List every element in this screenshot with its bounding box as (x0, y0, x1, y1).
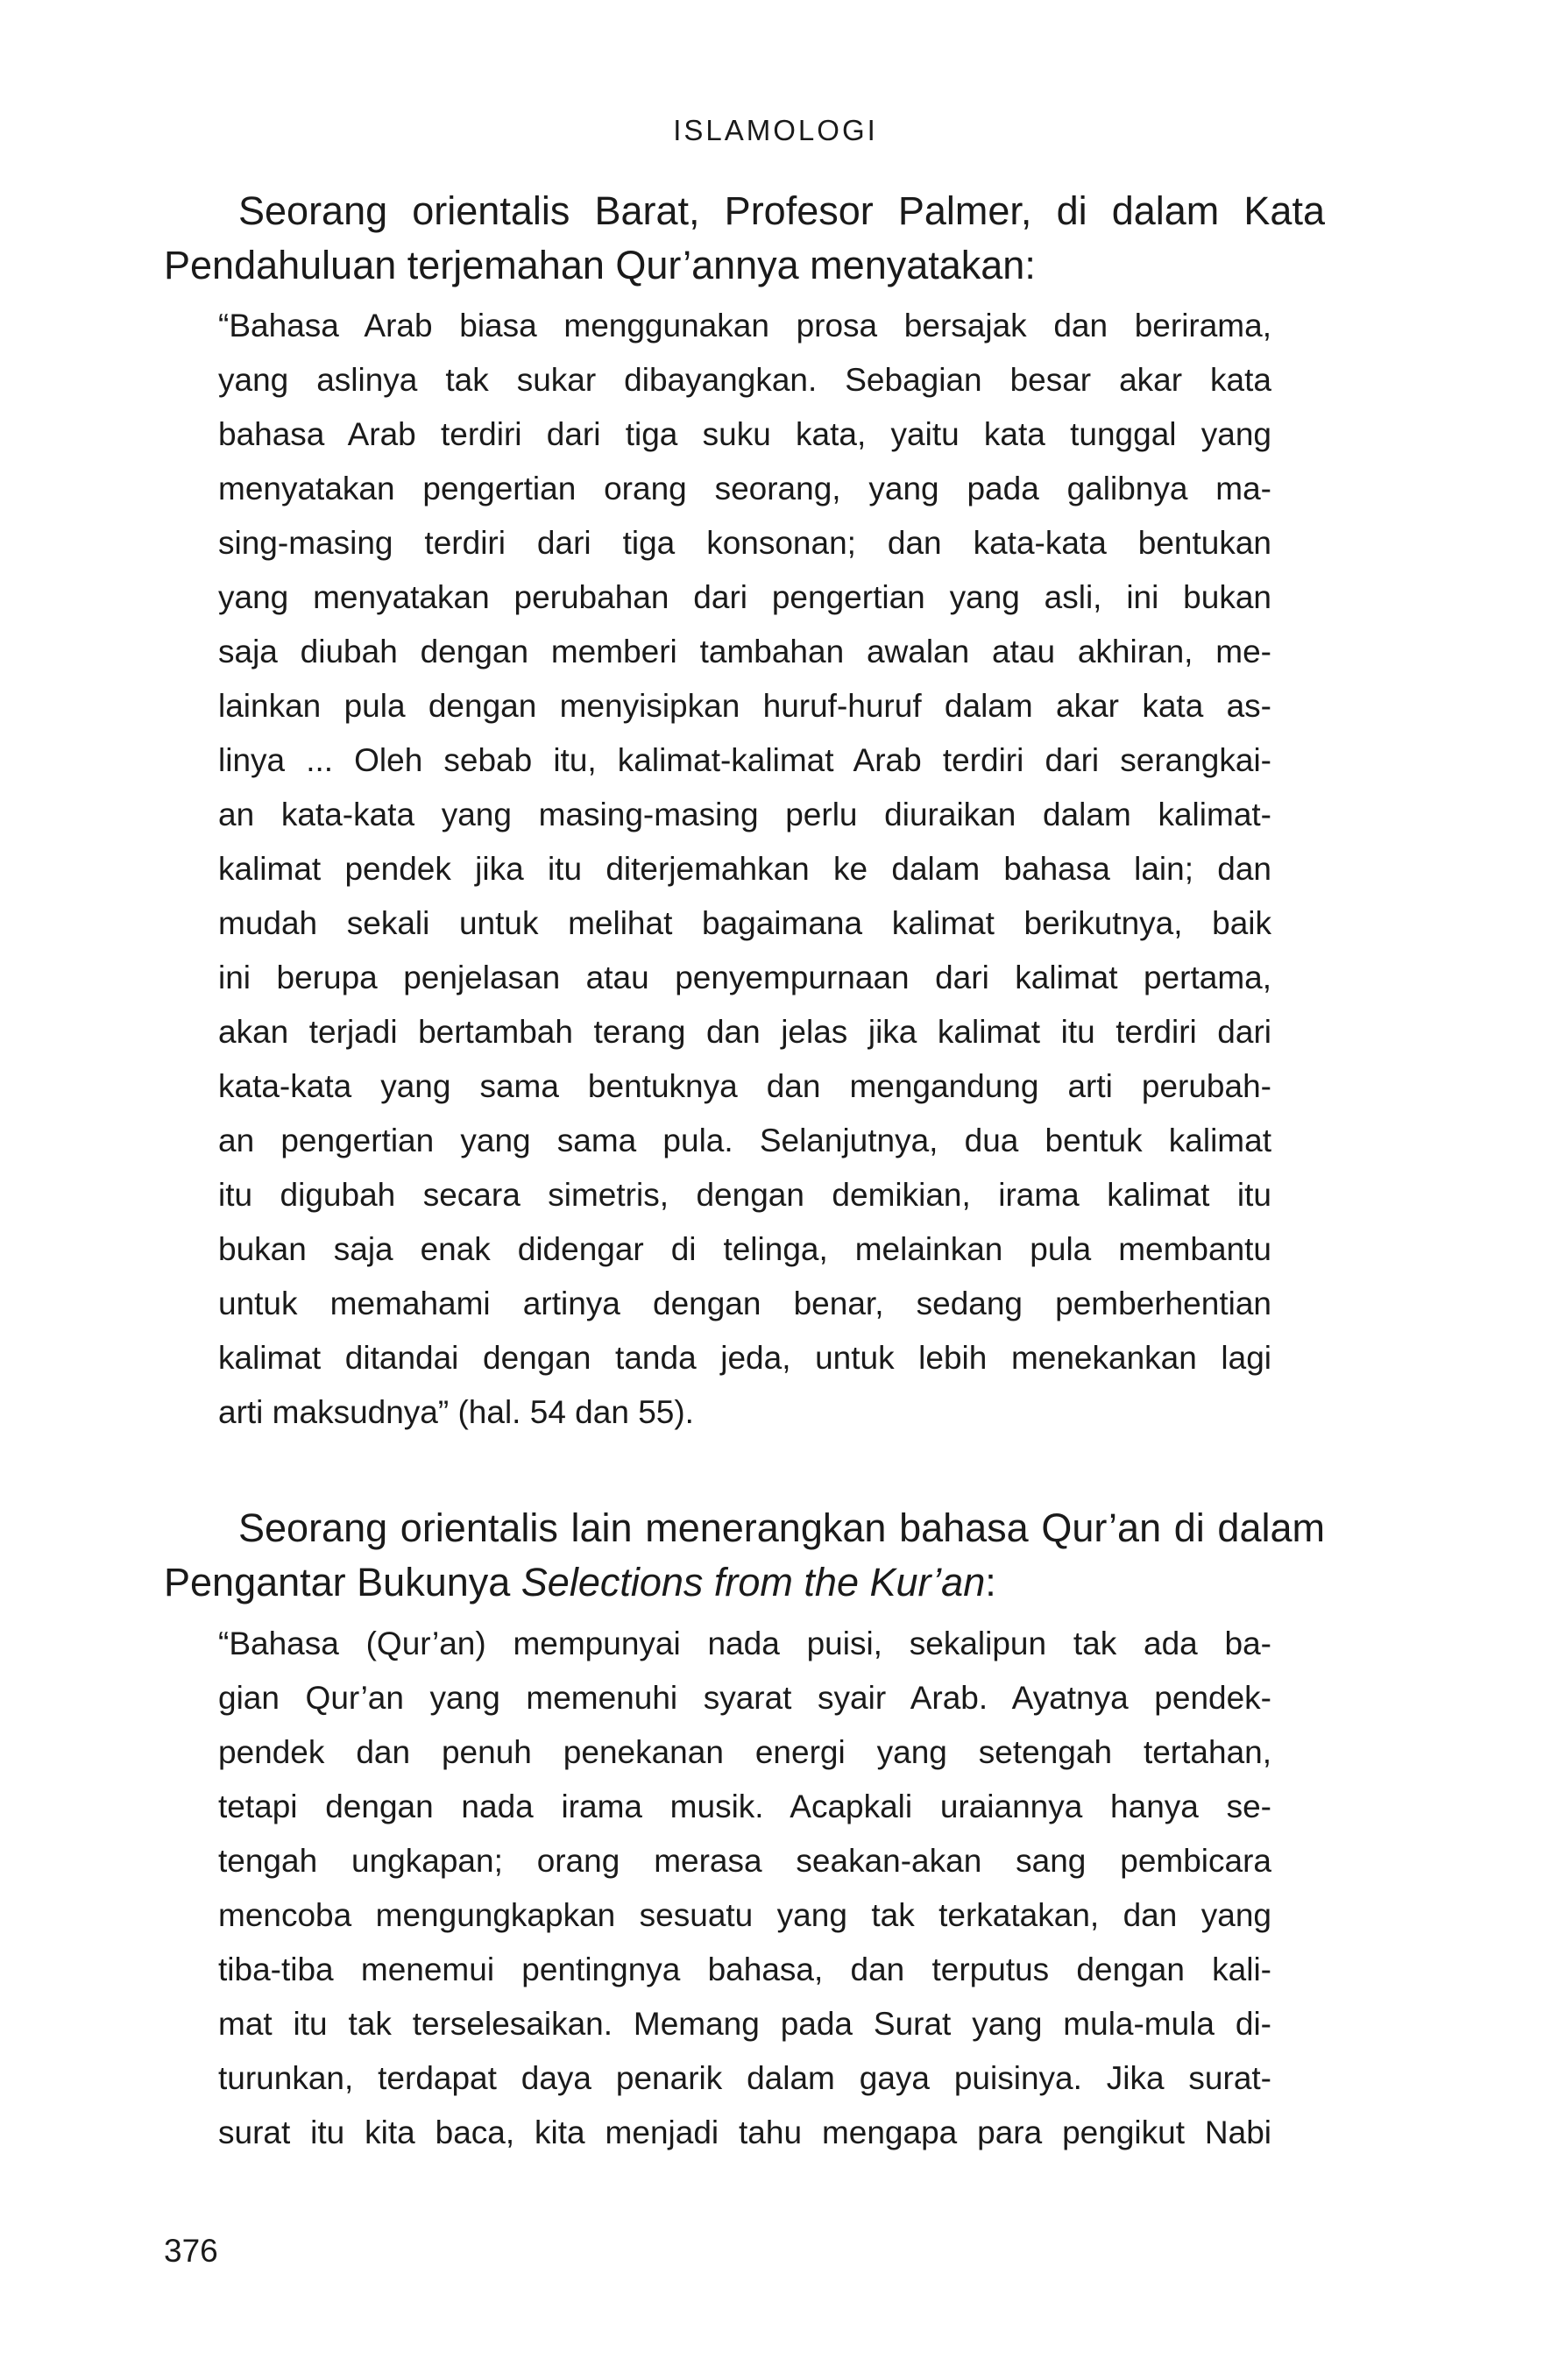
quote-line: an pengertian yang sama pula. Selanjutnya, dua bentuk kalimat (218, 1123, 1271, 1158)
quote-line: tiba-tiba menemui pentingnya bahasa, dan terputus dengan kali- (218, 1951, 1271, 1987)
paragraph-text: : (985, 1560, 996, 1604)
quote-line: tetapi dengan nada irama musik. Acapkali uraiannya hanya se- (218, 1789, 1271, 1824)
quote-line: ini berupa penjelasan atau penyempurnaan dari kalimat pertama, (218, 960, 1271, 995)
paragraph-line: Pendahuluan terjemahan Qur’annya menyatakan: (164, 243, 1036, 287)
quote-line: menyatakan pengertian orang seorang, yang pada galibnya ma- (218, 471, 1271, 506)
quote-line: “Bahasa Arab biasa menggunakan prosa bersajak dan berirama, (218, 308, 1271, 344)
quote-line: yang aslinya tak sukar dibayangkan. Sebagian besar akar kata (218, 362, 1271, 398)
paragraph-text: Pengantar Bukunya (164, 1560, 521, 1604)
quote-line: gian Qur’an yang memenuhi syarat syair Arab. Ayatnya pendek- (218, 1680, 1271, 1716)
quote-line: itu digubah secara simetris, dengan demikian, irama kalimat itu (218, 1177, 1271, 1213)
quote-line: linya ... Oleh sebab itu, kalimat-kalimat Arab terdiri dari serangkai- (218, 742, 1271, 778)
quote-line: pendek dan penuh penekanan energi yang setengah tertahan, (218, 1734, 1271, 1770)
block-quote-palmer (218, 299, 1271, 1440)
quote-line: arti maksudnya” (hal. 54 dan 55). (218, 1394, 694, 1430)
quote-line: kalimat pendek jika itu diterjemahkan ke dalam bahasa lain; dan (218, 851, 1271, 887)
quote-line: saja diubah dengan memberi tambahan awalan atau akhiran, me- (218, 634, 1271, 669)
quote-line: akan terjadi bertambah terang dan jelas jika kalimat itu terdiri dari (218, 1014, 1271, 1050)
quote-line: mat itu tak terselesaikan. Memang pada Surat yang mula-mula di- (218, 2006, 1271, 2042)
paragraph-line: Seorang orientalis Barat, Profesor Palmer, di dalam Kata (238, 188, 1325, 233)
quote-line: untuk memahami artinya dengan benar, sedang pemberhentian (218, 1286, 1271, 1321)
quote-line: an kata-kata yang masing-masing perlu diuraikan dalam kalimat- (218, 797, 1271, 832)
quote-line: mudah sekali untuk melihat bagaimana kalimat berikutnya, baik (218, 905, 1271, 941)
intro-paragraph-palmer (164, 184, 1325, 293)
quote-line: lainkan pula dengan menyisipkan huruf-huruf dalam akar kata as- (218, 688, 1271, 724)
quote-line: turunkan, terdapat daya penarik dalam gaya puisinya. Jika surat- (218, 2060, 1271, 2096)
quote-line: kata-kata yang sama bentuknya dan mengandung arti perubah- (218, 1068, 1271, 1104)
page-number: 376 (164, 2233, 218, 2269)
quote-line: “Bahasa (Qur’an) mempunyai nada puisi, sekalipun tak ada ba- (218, 1626, 1271, 1661)
intro-paragraph-selections (164, 1501, 1325, 1610)
quote-line: kalimat ditandai dengan tanda jeda, untuk lebih menekankan lagi (218, 1340, 1271, 1376)
running-head-title: ISLAMOLOGI (673, 114, 878, 146)
quote-line: bukan saja enak didengar di telinga, melainkan pula membantu (218, 1231, 1271, 1267)
block-quote-selections (218, 1617, 1271, 2160)
quote-line: mencoba mengungkapkan sesuatu yang tak terkatakan, dan yang (218, 1897, 1271, 1933)
quote-line: yang menyatakan perubahan dari pengertian yang asli, ini bukan (218, 579, 1271, 615)
quote-line: bahasa Arab terdiri dari tiga suku kata, yaitu kata tunggal yang (218, 416, 1271, 452)
book-title: Selections from the Kur’an (521, 1560, 986, 1604)
quote-line: surat itu kita baca, kita menjadi tahu mengapa para pengikut Nabi (218, 2114, 1271, 2150)
quote-line: tengah ungkapan; orang merasa seakan-akan sang pembicara (218, 1843, 1271, 1879)
paragraph-line (164, 1555, 1325, 1610)
quote-line: sing-masing terdiri dari tiga konsonan; dan kata-kata bentukan (218, 525, 1271, 561)
paragraph-line: Seorang orientalis lain menerangkan bahasa Qur’an di dalam (238, 1505, 1325, 1550)
